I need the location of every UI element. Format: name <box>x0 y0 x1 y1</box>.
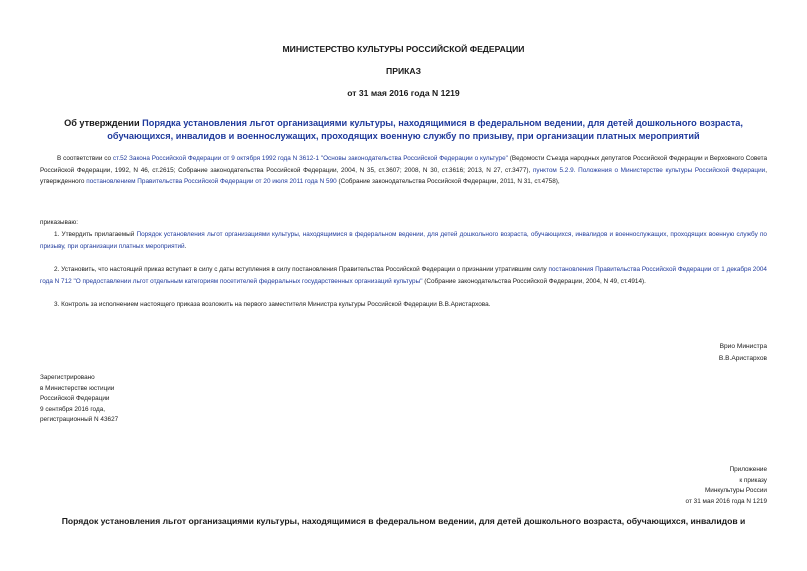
item-2-text: 2. Установить, что настоящий приказ вступает в силу с даты вступления в силу постановления Правительства Российской Федерации о признании утратившим силу <box>54 266 549 273</box>
registration-line: Зарегистрировано <box>40 374 95 381</box>
appendix-line: Минкультуры России <box>704 487 767 494</box>
law-link[interactable]: ст.52 Закона Российской Федерации от 9 октября 1992 года N 3612-1 "Основы законодательства Российской Федерации о культуре" <box>112 155 508 162</box>
item-2-end: (Собрание законодательства Российской Федерации, 2004, N 49, ст.4914). <box>422 277 646 285</box>
resolution-712-link[interactable]: постановления Правительства Российской Федерации от 1 декабря 2004 года N 712 "О предоставлении льгот отдельным категориям посетителей федеральных государственных организаций культуры" <box>40 266 767 285</box>
resolution-590-link[interactable]: постановлением Правительства Российской Федерации от 20 июля 2011 года N 590 <box>86 178 337 185</box>
signature-position: Врио Министра <box>719 343 767 350</box>
signature-block <box>719 341 767 364</box>
item-1-text: 1. Утвердить прилагаемый <box>54 231 137 238</box>
prikazyvayu-text: приказываю: <box>40 219 78 226</box>
preamble-text-2: (Ведомости Съезда народных депутатов Российской Федерации и Верховного Совета Российской Федерации, 1992, N 46, ст.2615; Собрание законодательства Российской Федерации, 2004, N 35, ст.3607; 2008, N 30, ст.3616; 2013, N 27, ст.3477), <box>40 155 768 174</box>
preamble-text-1: В соответствии со <box>57 155 113 162</box>
document-title <box>40 117 767 143</box>
item-1-end: . <box>184 242 187 250</box>
document-type: ПРИКАЗ <box>386 66 421 76</box>
signature-name: В.В.Аристархов <box>718 354 767 362</box>
title-link[interactable]: Порядка установления льгот организациями культуры, находящимися в федеральном ведении, для детей дошкольного возраста, обучающихся, инвалидов и военнослужащих, проходящих военную службу по призыву, при организации платных мероприятий <box>107 118 743 141</box>
appendix-line: к приказу <box>739 476 767 484</box>
document-date-number: от 31 мая 2016 года N 1219 <box>347 88 460 98</box>
registration-line: в Министерстве юстиции <box>40 384 115 392</box>
item-3: 3. Контроль за исполнением настоящего приказа возложить на первого заместителя Министра культуры Российской Федерации В.В.Аристархова. <box>54 301 491 308</box>
appendix-title: Порядок установления льгот организациями культуры, находящимися в федеральном ведении, для детей дошкольного возраста, обучающихся, инвалидов и <box>61 516 746 526</box>
appendix-block <box>686 465 767 507</box>
item-1 <box>40 229 767 252</box>
preamble-paragraph <box>40 153 767 188</box>
procedure-link[interactable]: Порядок установления льгот организациями культуры, находящимися в федеральном ведении, для детей дошкольного возраста, обучающихся, инвалидов и военнослужащих, проходящих военную службу по призыву, при организации платных мероприятий <box>40 231 767 250</box>
registration-line: Российской Федерации <box>40 395 110 402</box>
ministry-header: МИНИСТЕРСТВО КУЛЬТУРЫ РОССИЙСКОЙ ФЕДЕРАЦИИ <box>282 44 525 54</box>
item-2 <box>40 264 767 287</box>
regulation-link[interactable]: пунктом 5.2.9. Положения о Министерстве культуры Российской Федерации <box>532 166 766 174</box>
title-prefix: Об утверждении <box>64 118 143 128</box>
registration-block <box>40 373 118 426</box>
registration-line: регистрационный N 43627 <box>40 416 119 423</box>
appendix-line: от 31 мая 2016 года N 1219 <box>685 497 767 505</box>
preamble-text-4: (Собрание законодательства Российской Федерации, 2011, N 31, ст.4758), <box>336 178 560 185</box>
preamble-text-3: , утвержденного <box>40 166 768 185</box>
registration-line: 9 сентября 2016 года, <box>40 405 106 413</box>
appendix-line: Приложение <box>729 466 767 473</box>
